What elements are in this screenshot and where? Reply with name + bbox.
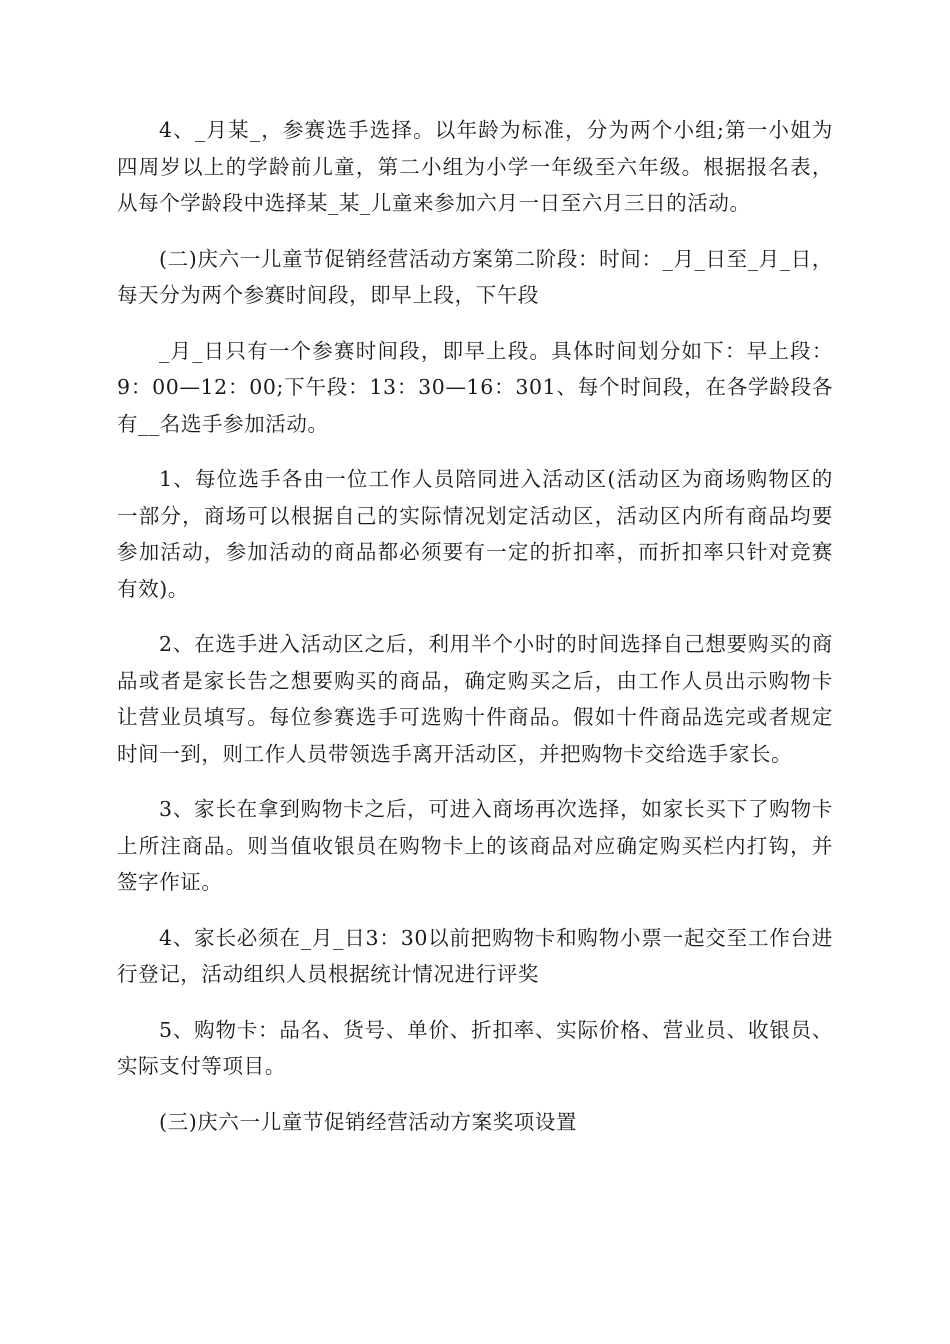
document-body	[117, 112, 833, 1159]
paragraph-stage-two-time: (二)庆六一儿童节促销经营活动方案第二阶段：时间：_月_日至_月_日，每天分为两个参赛时间段，即早上段，下午段	[117, 246, 833, 307]
paragraph-time-schedule: _月_日只有一个参赛时间段，即早上段。具体时间划分如下：早上段：9：00—12：00;下午段：13：30—16：301、每个时间段，在各学龄段各有__名选手参加活动。	[117, 338, 833, 436]
paragraph-participant-selection: 4、_月某_，参赛选手选择。以年龄为标准，分为两个小组;第一小姐为四周岁以上的学龄前儿童，第二小组为小学一年级至六年级。根据报名表，从每个学龄段中选择某_某_儿童来参加六月一日至六月三日的活动。	[117, 118, 833, 215]
paragraph-rule-3: 3、家长在拿到购物卡之后，可进入商场再次选择，如家长买下了购物卡上所注商品。则当值收银员在购物卡上的该商品对应确定购买栏内打钩，并签字作证。	[117, 797, 833, 894]
paragraph-rule-1: 1、每位选手各由一位工作人员陪同进入活动区(活动区为商场购物区的一部分，商场可以根据自己的实际情况划定活动区，活动区内所有商品均要参加活动，参加活动的商品都必须要有一定的折扣率，而折扣率只针对竞赛有效)。	[117, 467, 833, 601]
section-heading-awards: (三)庆六一儿童节促销经营活动方案奖项设置	[159, 1109, 578, 1134]
paragraph-rule-4: 4、家长必须在_月_日3：30以前把购物卡和购物小票一起交至工作台进行登记，活动组织人员根据统计情况进行评奖	[117, 925, 833, 986]
paragraph-rule-2: 2、在选手进入活动区之后，利用半个小时的时间选择自己想要购买的商品或者是家长告之想要购买的商品，确定购买之后，由工作人员出示购物卡让营业员填写。每位参赛选手可选购十件商品。假如十件商品选完或者规定时间一到，则工作人员带领选手离开活动区，并把购物卡交给选手家长。	[117, 632, 833, 766]
paragraph-rule-5: 5、购物卡：品名、货号、单价、折扣率、实际价格、营业员、收银员、实际支付等项目。	[117, 1017, 833, 1078]
